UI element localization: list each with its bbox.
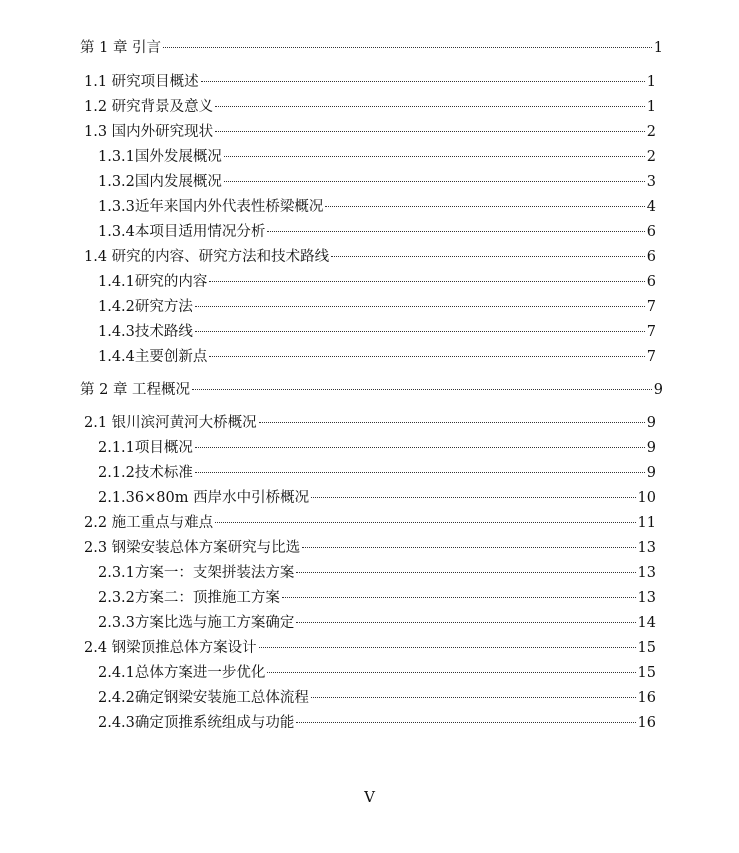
toc-entry-title: 2.1.1项目概况 bbox=[98, 440, 193, 456]
toc-entry[interactable] bbox=[84, 121, 656, 143]
toc-entry-page: 16 bbox=[637, 715, 656, 731]
toc-entry[interactable] bbox=[98, 271, 656, 293]
toc-entry-title: 第 2 章 工程概况 bbox=[80, 382, 191, 398]
toc-entry-page: 2 bbox=[646, 149, 656, 165]
toc-entry-page: 1 bbox=[653, 40, 663, 56]
toc-entry[interactable] bbox=[98, 612, 656, 634]
toc-entry[interactable] bbox=[98, 196, 656, 218]
toc-entry-title: 1.3.3近年来国内外代表性桥梁概况 bbox=[98, 199, 324, 215]
toc-leader-dots bbox=[209, 356, 644, 357]
toc-entry-page: 7 bbox=[646, 324, 656, 340]
toc-entry-title: 1.2 研究背景及意义 bbox=[84, 99, 214, 115]
toc-leader-dots bbox=[282, 597, 636, 598]
toc-entry-page: 9 bbox=[653, 382, 663, 398]
toc-leader-dots bbox=[201, 81, 645, 82]
toc-leader-dots bbox=[259, 647, 636, 648]
toc-entry[interactable] bbox=[84, 537, 656, 559]
toc-entry[interactable] bbox=[98, 562, 656, 584]
toc-entry[interactable] bbox=[98, 662, 656, 684]
toc-entry-title: 1.4.3技术路线 bbox=[98, 324, 193, 340]
toc-entry-title: 2.4.1总体方案进一步优化 bbox=[98, 665, 266, 681]
toc-entry[interactable] bbox=[98, 171, 656, 193]
toc-leader-dots bbox=[209, 281, 644, 282]
toc-entry-title: 1.4.2研究方法 bbox=[98, 299, 193, 315]
toc-leader-dots bbox=[259, 422, 645, 423]
toc-entry[interactable] bbox=[98, 296, 656, 318]
toc-leader-dots bbox=[325, 206, 644, 207]
toc-entry-page: 7 bbox=[646, 349, 656, 365]
toc-entry-page: 14 bbox=[637, 615, 656, 631]
toc-leader-dots bbox=[331, 256, 645, 257]
toc-entry[interactable] bbox=[98, 487, 656, 509]
toc-leader-dots bbox=[267, 672, 635, 673]
toc-entry-title: 2.1.2技术标准 bbox=[98, 465, 193, 481]
toc-entry-page: 15 bbox=[637, 665, 656, 681]
toc-entry-page: 13 bbox=[637, 590, 656, 606]
toc-entry-title: 2.3 钢梁安装总体方案研究与比选 bbox=[84, 540, 301, 556]
toc-entry[interactable] bbox=[98, 462, 656, 484]
toc-leader-dots bbox=[296, 722, 635, 723]
toc-leader-dots bbox=[163, 47, 652, 48]
toc-entry-title: 1.4.4主要创新点 bbox=[98, 349, 208, 365]
toc-entry-page: 7 bbox=[646, 299, 656, 315]
toc-entry[interactable] bbox=[84, 412, 656, 434]
toc-entry[interactable] bbox=[98, 587, 656, 609]
toc-leader-dots bbox=[195, 472, 645, 473]
toc-leader-dots bbox=[296, 572, 635, 573]
toc-entry-title: 1.3.2国内发展概况 bbox=[98, 174, 222, 190]
toc-entry-title: 2.4 钢梁顶推总体方案设计 bbox=[84, 640, 257, 656]
toc-entry-page: 3 bbox=[646, 174, 656, 190]
toc-entry-page: 1 bbox=[646, 74, 656, 90]
toc-leader-dots bbox=[195, 306, 645, 307]
toc-leader-dots bbox=[311, 697, 636, 698]
toc-entry[interactable] bbox=[98, 687, 656, 709]
toc-entry-page: 6 bbox=[646, 274, 656, 290]
toc-entry-title: 1.4 研究的内容、研究方法和技术路线 bbox=[84, 249, 330, 265]
toc-leader-dots bbox=[296, 622, 635, 623]
toc-entry-page: 11 bbox=[637, 515, 656, 531]
toc-entry-title: 2.4.3确定顶推系统组成与功能 bbox=[98, 715, 295, 731]
toc-entry-page: 13 bbox=[637, 540, 656, 556]
toc-leader-dots bbox=[224, 156, 645, 157]
toc-entry[interactable] bbox=[84, 246, 656, 268]
toc-leader-dots bbox=[192, 389, 652, 390]
toc-leader-dots bbox=[302, 547, 635, 548]
toc-leader-dots bbox=[195, 447, 645, 448]
toc-entry[interactable] bbox=[80, 379, 663, 401]
toc-entry-page: 16 bbox=[637, 690, 656, 706]
toc-entry-title: 2.2 施工重点与难点 bbox=[84, 515, 214, 531]
toc-entry-page: 9 bbox=[646, 465, 656, 481]
toc-entry-page: 10 bbox=[637, 490, 656, 506]
toc-entry-page: 6 bbox=[646, 224, 656, 240]
toc-entry-title: 2.3.1方案一：支架拼装法方案 bbox=[98, 565, 295, 581]
toc-entry-page: 1 bbox=[646, 99, 656, 115]
toc-entry[interactable] bbox=[98, 712, 656, 734]
toc-entry[interactable] bbox=[84, 637, 656, 659]
toc-entry[interactable] bbox=[98, 346, 656, 368]
toc-entry-title: 第 1 章 引言 bbox=[80, 40, 162, 56]
toc-leader-dots bbox=[215, 106, 645, 107]
toc-entry[interactable] bbox=[98, 321, 656, 343]
toc-entry-title: 2.1.36×80m 西岸水中引桥概况 bbox=[98, 490, 310, 506]
toc-entry-title: 1.3.4本项目适用情况分析 bbox=[98, 224, 266, 240]
toc-entry-title: 1.4.1研究的内容 bbox=[98, 274, 208, 290]
toc-leader-dots bbox=[267, 231, 644, 232]
toc-entry-title: 2.1 银川滨河黄河大桥概况 bbox=[84, 415, 257, 431]
page-number: V bbox=[364, 788, 375, 806]
toc-entry-title: 1.3 国内外研究现状 bbox=[84, 124, 214, 140]
toc-entry-page: 9 bbox=[646, 415, 656, 431]
toc-entry[interactable] bbox=[84, 96, 656, 118]
toc-entry-page: 6 bbox=[646, 249, 656, 265]
toc-entry-page: 15 bbox=[637, 640, 656, 656]
toc-entry[interactable] bbox=[98, 221, 656, 243]
toc-entry[interactable] bbox=[84, 512, 656, 534]
toc-entry-title: 2.3.2方案二：顶推施工方案 bbox=[98, 590, 280, 606]
toc-entry-title: 1.3.1国外发展概况 bbox=[98, 149, 222, 165]
toc-entry-page: 4 bbox=[646, 199, 656, 215]
toc-entry-title: 2.3.3方案比选与施工方案确定 bbox=[98, 615, 295, 631]
toc-entry[interactable] bbox=[98, 146, 656, 168]
toc-entry[interactable] bbox=[80, 37, 663, 59]
toc-entry-title: 2.4.2确定钢梁安装施工总体流程 bbox=[98, 690, 309, 706]
toc-entry-page: 9 bbox=[646, 440, 656, 456]
toc-leader-dots bbox=[311, 497, 635, 498]
toc-leader-dots bbox=[215, 131, 645, 132]
toc-entry[interactable] bbox=[84, 71, 656, 93]
toc-entry-page: 13 bbox=[637, 565, 656, 581]
toc-leader-dots bbox=[195, 331, 645, 332]
toc-leader-dots bbox=[215, 522, 635, 523]
toc-leader-dots bbox=[224, 181, 645, 182]
toc-entry-page: 2 bbox=[646, 124, 656, 140]
toc-entry-title: 1.1 研究项目概述 bbox=[84, 74, 199, 90]
toc-entry[interactable] bbox=[98, 437, 656, 459]
